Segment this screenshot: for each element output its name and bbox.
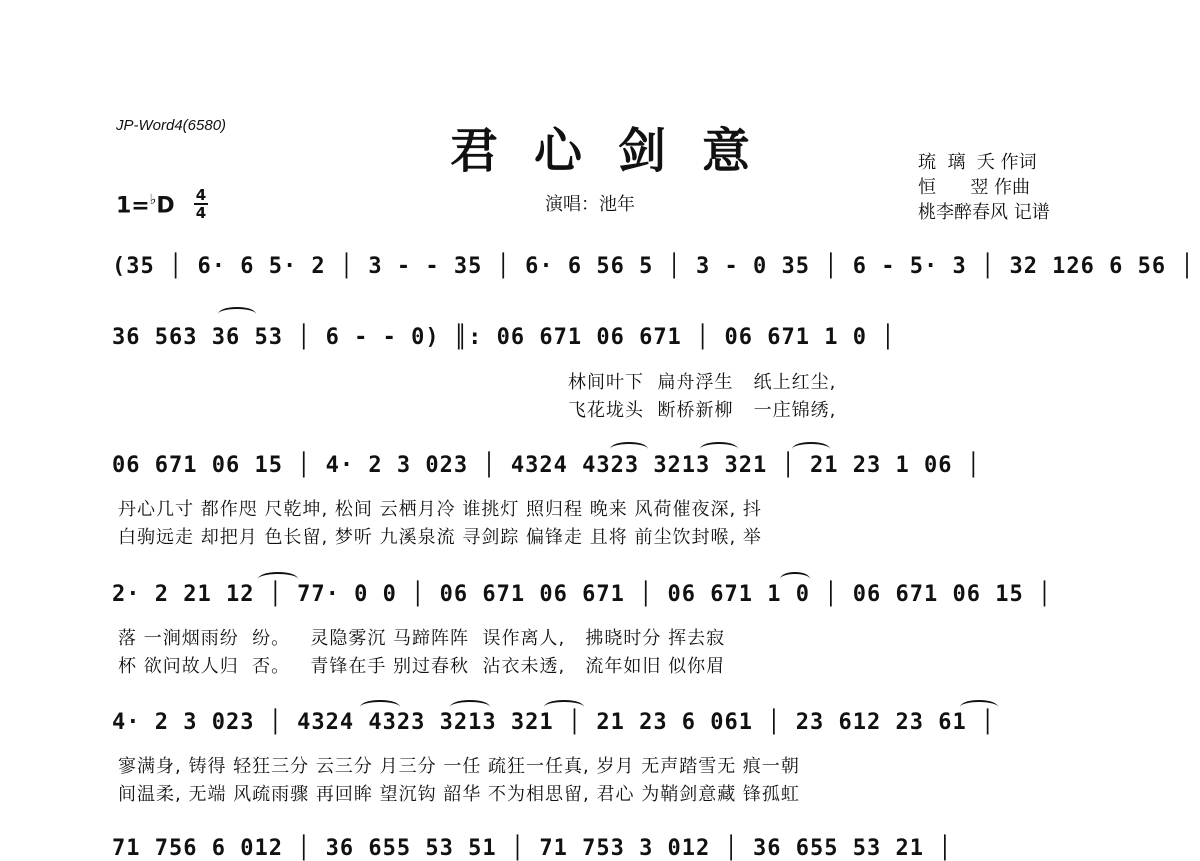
slur-mark (780, 572, 810, 586)
slur-mark (544, 700, 584, 714)
slur-mark (450, 700, 490, 714)
lyric-line-4-verse-2: 杯 欲问故人归 否。 青锋在手 别过春秋 沾衣未透, 流年如旧 似你眉 (118, 656, 726, 677)
notation-line-4: 2· 2 21 12 │ 77· 0 0 │ 06 671 06 671 │ 06 671 1 0 │ 06 671 06 15 │ (112, 582, 1053, 607)
notation-line-2: 36 563 36 53 │ 6 - - 0) ║: 06 671 06 671 │ 06 671 1 0 │ (112, 325, 896, 350)
software-label: JP-Word4(6580) (116, 117, 227, 134)
song-title: 君心剑意 (449, 123, 786, 179)
slur-mark (218, 307, 256, 321)
flat-sign: ♭ (149, 192, 157, 208)
lyric-line-3-verse-2: 白驹远走 却把月 色长留, 梦听 九溪泉流 寻剑踪 偏锋走 且将 前尘饮封喉, 举 (118, 527, 762, 548)
key-letter: D (156, 193, 175, 219)
lyric-line-2-verse-2: 飞花垅头 断桥新柳 一庄锦绣, (568, 400, 837, 421)
key-signature (116, 192, 175, 218)
lyric-line-5-verse-2: 间温柔, 无端 风疏雨骤 再回眸 望沉钩 韶华 不为相思留, 君心 为鞘剑意藏 锋孤虹 (118, 784, 800, 805)
lyric-line-3-verse-1: 丹心几寸 都作咫 尺乾坤, 松间 云栖月冷 谁挑灯 照归程 晚来 风荷催夜深, 抖 (118, 499, 762, 520)
slur-mark (610, 442, 648, 456)
slur-mark (960, 700, 998, 714)
slur-mark (792, 442, 830, 456)
notation-line-1: (35 │ 6· 6 5· 2 │ 3 - - 35 │ 6· 6 56 5 │ 3 - 0 35 │ 6 - 5· 3 │ 32 126 6 56 │ (112, 254, 1195, 279)
transcriber-credit: 桃李醉春风 记谱 (918, 202, 1050, 223)
key-prefix: 1= (116, 193, 150, 219)
time-numerator: 4 (195, 186, 207, 204)
notation-line-3: 06 671 06 15 │ 4· 2 3 023 │ 4324 4323 3213 321 │ 21 23 1 06 │ (112, 453, 981, 478)
credits-block (918, 150, 1050, 225)
lyric-line-4-verse-1: 落 一涧烟雨纷 纷。 灵隐雾沉 马蹄阵阵 误作离人, 拂晓时分 挥去寂 (118, 628, 726, 649)
slur-mark (700, 442, 738, 456)
notation-line-6-partial: 71 756 6 012 │ 36 655 53 51 │ 71 753 3 012 │ 36 655 53 21 │ (112, 836, 953, 861)
time-denominator: 4 (195, 204, 207, 222)
notation-line-5: 4· 2 3 023 │ 4324 4323 3213 321 │ 21 23 6 061 │ 23 612 23 61 │ (112, 710, 996, 735)
slur-mark (360, 700, 400, 714)
composer-credit: 恒 翌 作曲 (918, 177, 1031, 198)
lyricist-credit: 琉 璃 夭 作词 (918, 152, 1037, 173)
lyric-line-2-verse-1: 林间叶下 扁舟浮生 纸上红尘, (568, 372, 837, 393)
time-signature (194, 187, 208, 221)
slur-mark (258, 572, 298, 586)
lyric-line-5-verse-1: 寥满身, 铸得 轻狂三分 云三分 月三分 一任 疏狂一任真, 岁月 无声踏雪无 痕一朝 (118, 756, 800, 777)
singer-credit: 演唱：池年 (545, 194, 635, 215)
